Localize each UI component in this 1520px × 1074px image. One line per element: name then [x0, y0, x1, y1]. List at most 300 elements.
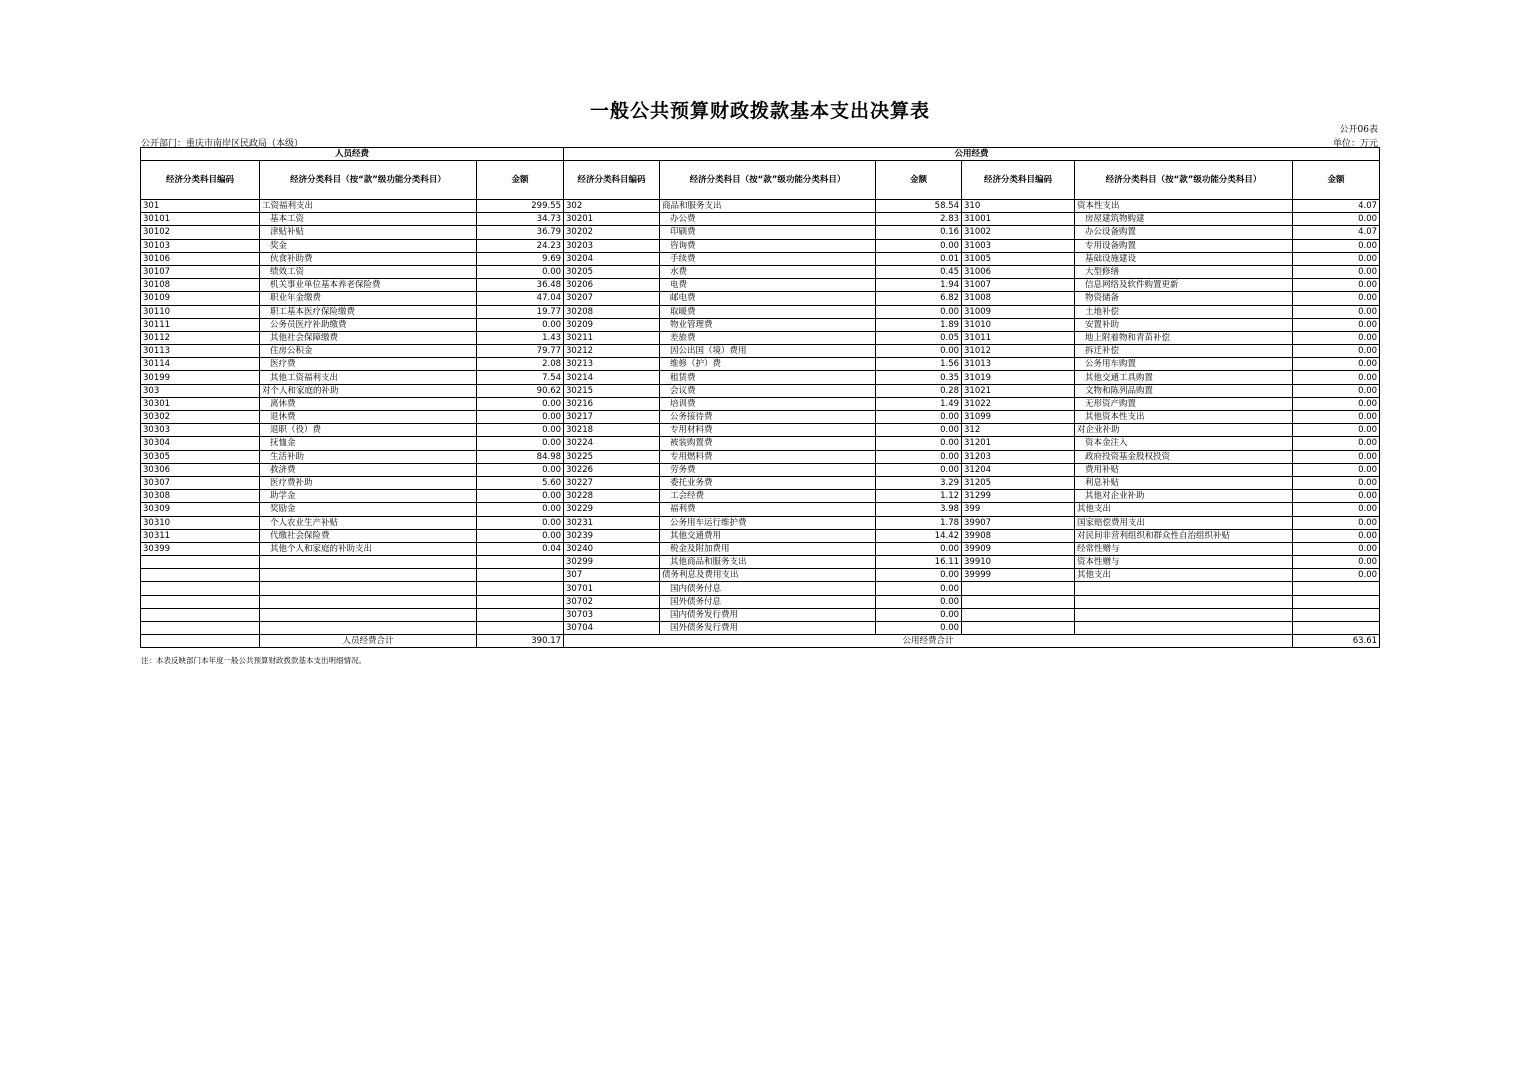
name-cell: 公务用车运行维护费 — [660, 516, 876, 529]
code-cell: 30201 — [564, 213, 660, 226]
amount-cell — [1293, 608, 1380, 621]
code-cell: 30103 — [141, 239, 260, 252]
name-cell: 退职（役）费 — [260, 424, 477, 437]
table-row — [141, 556, 1380, 569]
code-cell: 30202 — [564, 226, 660, 239]
table-row — [141, 213, 1380, 226]
code-cell: 31099 — [962, 411, 1075, 424]
code-cell: 30227 — [564, 476, 660, 489]
amount-cell: 0.00 — [1293, 265, 1380, 278]
code-cell: 31021 — [962, 384, 1075, 397]
column-header-row — [141, 161, 1380, 200]
amount-cell: 4.07 — [1293, 226, 1380, 239]
table-row — [141, 503, 1380, 516]
amount-cell: 34.73 — [477, 213, 564, 226]
empty-cell — [141, 635, 260, 648]
code-cell: 30213 — [564, 358, 660, 371]
code-cell: 30703 — [564, 608, 660, 621]
table-row — [141, 358, 1380, 371]
name-cell: 政府投资基金股权投资 — [1075, 450, 1293, 463]
amount-cell: 0.00 — [876, 411, 962, 424]
code-cell: 31204 — [962, 463, 1075, 476]
table-row — [141, 252, 1380, 265]
code-cell: 30302 — [141, 411, 260, 424]
code-cell: 30199 — [141, 371, 260, 384]
name-cell: 大型修缮 — [1075, 265, 1293, 278]
amount-cell: 0.00 — [876, 582, 962, 595]
code-cell: 30114 — [141, 358, 260, 371]
amount-cell: 0.00 — [876, 424, 962, 437]
code-cell: 30207 — [564, 292, 660, 305]
code-cell: 30208 — [564, 305, 660, 318]
code-cell: 310 — [962, 200, 1075, 213]
amount-cell: 0.00 — [1293, 371, 1380, 384]
name-cell: 因公出国（境）费用 — [660, 345, 876, 358]
name-cell: 租赁费 — [660, 371, 876, 384]
amount-cell: 36.79 — [477, 226, 564, 239]
code-cell: 30111 — [141, 318, 260, 331]
name-cell: 公务用车购置 — [1075, 358, 1293, 371]
code-cell: 31299 — [962, 490, 1075, 503]
name-cell: 专用设备购置 — [1075, 239, 1293, 252]
code-cell — [962, 582, 1075, 595]
name-cell: 职工基本医疗保险缴费 — [260, 305, 477, 318]
amount-cell: 0.00 — [1293, 384, 1380, 397]
table-row — [141, 318, 1380, 331]
name-cell: 房屋建筑物购建 — [1075, 213, 1293, 226]
amount-cell: 0.00 — [1293, 529, 1380, 542]
name-cell: 专用燃料费 — [660, 450, 876, 463]
name-cell: 国外债务发行费用 — [660, 622, 876, 635]
amount-cell: 0.00 — [477, 437, 564, 450]
table-row — [141, 622, 1380, 635]
code-cell — [141, 608, 260, 621]
table-row — [141, 463, 1380, 476]
name-cell: 退休费 — [260, 411, 477, 424]
code-cell: 30205 — [564, 265, 660, 278]
amount-cell: 0.00 — [1293, 450, 1380, 463]
name-cell: 物资储备 — [1075, 292, 1293, 305]
code-cell: 30209 — [564, 318, 660, 331]
amount-cell: 90.62 — [477, 384, 564, 397]
amount-cell: 1.78 — [876, 516, 962, 529]
code-cell: 307 — [564, 569, 660, 582]
code-cell: 31008 — [962, 292, 1075, 305]
amount-cell: 84.98 — [477, 450, 564, 463]
amount-cell — [477, 608, 564, 621]
group-personnel: 人员经费 — [141, 148, 564, 161]
amount-cell: 14.42 — [876, 529, 962, 542]
name-cell: 津贴补贴 — [260, 226, 477, 239]
name-cell: 其他交通工具购置 — [1075, 371, 1293, 384]
amount-cell: 0.00 — [876, 305, 962, 318]
amount-cell: 5.60 — [477, 476, 564, 489]
name-cell: 公务接待费 — [660, 411, 876, 424]
code-cell: 30107 — [141, 265, 260, 278]
code-cell: 31011 — [962, 331, 1075, 344]
table-note: 注：本表反映部门本年度一般公共预算财政拨款基本支出明细情况。 — [141, 656, 366, 665]
amount-cell: 0.00 — [1293, 252, 1380, 265]
code-cell: 30206 — [564, 279, 660, 292]
name-cell: 差旅费 — [660, 331, 876, 344]
code-cell: 31003 — [962, 239, 1075, 252]
code-cell: 312 — [962, 424, 1075, 437]
code-cell: 30108 — [141, 279, 260, 292]
amount-cell — [477, 569, 564, 582]
amount-cell: 0.00 — [876, 239, 962, 252]
code-cell — [141, 569, 260, 582]
name-cell: 基础设施建设 — [1075, 252, 1293, 265]
name-cell: 资本金注入 — [1075, 437, 1293, 450]
code-cell: 31019 — [962, 371, 1075, 384]
code-cell: 31022 — [962, 397, 1075, 410]
amount-cell: 0.00 — [876, 622, 962, 635]
code-cell: 39909 — [962, 542, 1075, 555]
amount-cell: 0.00 — [1293, 279, 1380, 292]
name-cell: 水费 — [660, 265, 876, 278]
code-cell: 30214 — [564, 371, 660, 384]
name-cell: 其他工资福利支出 — [260, 371, 477, 384]
amount-cell: 3.98 — [876, 503, 962, 516]
table-row — [141, 384, 1380, 397]
name-cell — [260, 569, 477, 582]
code-cell: 30102 — [141, 226, 260, 239]
code-cell: 31001 — [962, 213, 1075, 226]
name-cell: 文物和陈列品购置 — [1075, 384, 1293, 397]
amount-cell: 0.00 — [1293, 476, 1380, 489]
table-row — [141, 279, 1380, 292]
code-cell: 30215 — [564, 384, 660, 397]
code-cell: 30229 — [564, 503, 660, 516]
name-cell — [1075, 595, 1293, 608]
name-cell — [1075, 622, 1293, 635]
name-cell: 医疗费补助 — [260, 476, 477, 489]
code-cell: 303 — [141, 384, 260, 397]
amount-cell: 0.00 — [1293, 569, 1380, 582]
amount-cell: 0.00 — [1293, 305, 1380, 318]
amount-cell: 0.00 — [477, 397, 564, 410]
name-cell — [260, 608, 477, 621]
amount-cell: 2.08 — [477, 358, 564, 371]
code-cell: 31009 — [962, 305, 1075, 318]
code-cell: 30301 — [141, 397, 260, 410]
code-cell: 30704 — [564, 622, 660, 635]
code-cell: 301 — [141, 200, 260, 213]
amount-cell: 0.00 — [1293, 397, 1380, 410]
name-cell: 救济费 — [260, 463, 477, 476]
amount-cell: 58.54 — [876, 200, 962, 213]
table-row — [141, 516, 1380, 529]
name-cell: 商品和服务支出 — [660, 200, 876, 213]
amount-cell: 0.00 — [477, 529, 564, 542]
code-cell: 31205 — [962, 476, 1075, 489]
col-code: 经济分类科目编码 — [962, 161, 1075, 200]
amount-cell: 0.00 — [1293, 503, 1380, 516]
amount-cell: 0.00 — [477, 424, 564, 437]
amount-cell: 24.23 — [477, 239, 564, 252]
name-cell: 个人农业生产补贴 — [260, 516, 477, 529]
name-cell: 费用补贴 — [1075, 463, 1293, 476]
name-cell: 国内债务付息 — [660, 582, 876, 595]
name-cell: 物业管理费 — [660, 318, 876, 331]
amount-cell — [1293, 582, 1380, 595]
name-cell: 债务利息及费用支出 — [660, 569, 876, 582]
amount-cell: 0.00 — [876, 450, 962, 463]
amount-cell — [1293, 622, 1380, 635]
name-cell: 土地补偿 — [1075, 305, 1293, 318]
name-cell: 税金及附加费用 — [660, 542, 876, 555]
table-row — [141, 582, 1380, 595]
code-cell: 30299 — [564, 556, 660, 569]
amount-cell: 0.00 — [1293, 542, 1380, 555]
name-cell: 福利费 — [660, 503, 876, 516]
amount-cell: 0.04 — [477, 542, 564, 555]
name-cell: 其他支出 — [1075, 503, 1293, 516]
amount-cell: 0.00 — [1293, 213, 1380, 226]
amount-cell: 0.00 — [1293, 424, 1380, 437]
amount-cell: 6.82 — [876, 292, 962, 305]
code-cell: 30204 — [564, 252, 660, 265]
name-cell: 邮电费 — [660, 292, 876, 305]
col-amount: 金额 — [1293, 161, 1380, 200]
amount-cell: 7.54 — [477, 371, 564, 384]
code-cell: 31002 — [962, 226, 1075, 239]
code-cell: 30305 — [141, 450, 260, 463]
name-cell: 信息网络及软件购置更新 — [1075, 279, 1293, 292]
department-label: 公开部门：重庆市南岸区民政局（本级） — [141, 139, 304, 149]
public-total-value: 63.61 — [1293, 635, 1380, 648]
code-cell: 30217 — [564, 411, 660, 424]
amount-cell: 0.00 — [1293, 411, 1380, 424]
table-row — [141, 569, 1380, 582]
name-cell: 其他对企业补助 — [1075, 490, 1293, 503]
table-row — [141, 608, 1380, 621]
table-row — [141, 265, 1380, 278]
code-cell: 31201 — [962, 437, 1075, 450]
name-cell: 奖金 — [260, 239, 477, 252]
amount-cell: 299.55 — [477, 200, 564, 213]
amount-cell: 0.00 — [1293, 318, 1380, 331]
amount-cell: 0.00 — [1293, 345, 1380, 358]
code-cell: 30239 — [564, 529, 660, 542]
col-name: 经济分类科目（按“款”级功能分类科目） — [260, 161, 477, 200]
name-cell: 维修（护）费 — [660, 358, 876, 371]
table-row — [141, 331, 1380, 344]
amount-cell: 0.00 — [876, 463, 962, 476]
col-name: 经济分类科目（按“款”级功能分类科目） — [660, 161, 876, 200]
code-cell: 31006 — [962, 265, 1075, 278]
amount-cell: 0.00 — [876, 542, 962, 555]
amount-cell: 1.56 — [876, 358, 962, 371]
name-cell: 拆迁补偿 — [1075, 345, 1293, 358]
code-cell: 39999 — [962, 569, 1075, 582]
name-cell: 离休费 — [260, 397, 477, 410]
name-cell: 培训费 — [660, 397, 876, 410]
table-row — [141, 226, 1380, 239]
name-cell: 其他个人和家庭的补助支出 — [260, 542, 477, 555]
table-row — [141, 305, 1380, 318]
table-row — [141, 476, 1380, 489]
code-cell: 31010 — [962, 318, 1075, 331]
code-cell: 31203 — [962, 450, 1075, 463]
code-cell: 30101 — [141, 213, 260, 226]
amount-cell: 0.35 — [876, 371, 962, 384]
name-cell: 职业年金缴费 — [260, 292, 477, 305]
name-cell: 咨询费 — [660, 239, 876, 252]
name-cell: 取暖费 — [660, 305, 876, 318]
code-cell: 30240 — [564, 542, 660, 555]
table-row — [141, 490, 1380, 503]
amount-cell: 0.45 — [876, 265, 962, 278]
name-cell: 基本工资 — [260, 213, 477, 226]
code-cell: 30701 — [564, 582, 660, 595]
amount-cell: 0.00 — [876, 437, 962, 450]
amount-cell: 2.83 — [876, 213, 962, 226]
amount-cell: 0.00 — [477, 411, 564, 424]
amount-cell: 0.05 — [876, 331, 962, 344]
amount-cell: 0.00 — [1293, 490, 1380, 503]
name-cell — [260, 582, 477, 595]
amount-cell: 0.00 — [477, 265, 564, 278]
name-cell: 医疗费 — [260, 358, 477, 371]
name-cell: 对民间非营利组织和群众性自治组织补贴 — [1075, 529, 1293, 542]
code-cell: 30310 — [141, 516, 260, 529]
amount-cell: 9.69 — [477, 252, 564, 265]
table-row — [141, 595, 1380, 608]
name-cell: 对企业补助 — [1075, 424, 1293, 437]
code-cell: 30113 — [141, 345, 260, 358]
code-cell: 399 — [962, 503, 1075, 516]
code-cell: 30399 — [141, 542, 260, 555]
name-cell: 劳务费 — [660, 463, 876, 476]
code-cell — [962, 595, 1075, 608]
group-header-row — [141, 148, 1380, 161]
table-row — [141, 542, 1380, 555]
name-cell: 抚恤金 — [260, 437, 477, 450]
personnel-total-label: 人员经费合计 — [260, 635, 477, 648]
amount-cell — [477, 595, 564, 608]
amount-cell — [477, 556, 564, 569]
totals-row — [141, 635, 1380, 648]
amount-cell: 0.00 — [876, 595, 962, 608]
name-cell: 办公设备购置 — [1075, 226, 1293, 239]
code-cell: 30203 — [564, 239, 660, 252]
col-code: 经济分类科目编码 — [564, 161, 660, 200]
code-cell: 30308 — [141, 490, 260, 503]
name-cell: 机关事业单位基本养老保险费 — [260, 279, 477, 292]
form-number: 公开06表 — [1339, 125, 1378, 135]
name-cell — [1075, 608, 1293, 621]
name-cell — [260, 556, 477, 569]
amount-cell: 47.04 — [477, 292, 564, 305]
amount-cell: 0.00 — [1293, 358, 1380, 371]
code-cell: 31007 — [962, 279, 1075, 292]
code-cell: 30224 — [564, 437, 660, 450]
code-cell — [141, 595, 260, 608]
group-public: 公用经费 — [564, 148, 1380, 161]
name-cell: 助学金 — [260, 490, 477, 503]
page-title: 一般公共预算财政拨款基本支出决算表 — [589, 100, 930, 122]
col-amount: 金额 — [876, 161, 962, 200]
amount-cell: 1.12 — [876, 490, 962, 503]
amount-cell: 0.00 — [876, 569, 962, 582]
code-cell: 39910 — [962, 556, 1075, 569]
table-row — [141, 437, 1380, 450]
code-cell: 30110 — [141, 305, 260, 318]
amount-cell: 0.16 — [876, 226, 962, 239]
code-cell: 30306 — [141, 463, 260, 476]
amount-cell: 0.01 — [876, 252, 962, 265]
name-cell: 伙食补助费 — [260, 252, 477, 265]
name-cell: 利息补贴 — [1075, 476, 1293, 489]
code-cell: 30228 — [564, 490, 660, 503]
amount-cell: 0.00 — [1293, 292, 1380, 305]
code-cell: 30112 — [141, 331, 260, 344]
amount-cell: 0.00 — [1293, 463, 1380, 476]
name-cell: 国家赔偿费用支出 — [1075, 516, 1293, 529]
amount-cell — [1293, 595, 1380, 608]
code-cell — [141, 622, 260, 635]
amount-cell — [477, 582, 564, 595]
amount-cell: 0.00 — [1293, 331, 1380, 344]
code-cell: 30702 — [564, 595, 660, 608]
amount-cell: 0.00 — [477, 490, 564, 503]
table-row — [141, 239, 1380, 252]
public-total-label: 公用经费合计 — [564, 635, 1293, 648]
amount-cell: 1.89 — [876, 318, 962, 331]
amount-cell: 0.00 — [876, 608, 962, 621]
code-cell: 30226 — [564, 463, 660, 476]
name-cell: 办公费 — [660, 213, 876, 226]
name-cell: 公务员医疗补助缴费 — [260, 318, 477, 331]
amount-cell: 0.00 — [477, 503, 564, 516]
name-cell: 代缴社会保险费 — [260, 529, 477, 542]
name-cell: 电费 — [660, 279, 876, 292]
amount-cell: 1.94 — [876, 279, 962, 292]
amount-cell: 0.00 — [1293, 239, 1380, 252]
amount-cell: 0.00 — [477, 318, 564, 331]
amount-cell: 79.77 — [477, 345, 564, 358]
amount-cell: 3.29 — [876, 476, 962, 489]
name-cell: 地上附着物和青苗补偿 — [1075, 331, 1293, 344]
amount-cell: 1.43 — [477, 331, 564, 344]
name-cell: 对个人和家庭的补助 — [260, 384, 477, 397]
code-cell: 30303 — [141, 424, 260, 437]
amount-cell: 0.00 — [1293, 437, 1380, 450]
amount-cell: 0.28 — [876, 384, 962, 397]
code-cell: 39907 — [962, 516, 1075, 529]
code-cell: 31013 — [962, 358, 1075, 371]
personnel-total-value: 390.17 — [477, 635, 564, 648]
amount-cell: 4.07 — [1293, 200, 1380, 213]
unit-label: 单位：万元 — [1332, 139, 1378, 149]
code-cell: 30218 — [564, 424, 660, 437]
name-cell: 被装购置费 — [660, 437, 876, 450]
name-cell: 生活补助 — [260, 450, 477, 463]
code-cell: 30307 — [141, 476, 260, 489]
name-cell: 其他社会保障缴费 — [260, 331, 477, 344]
name-cell: 其他交通费用 — [660, 529, 876, 542]
code-cell — [141, 556, 260, 569]
name-cell: 奖励金 — [260, 503, 477, 516]
name-cell: 安置补助 — [1075, 318, 1293, 331]
code-cell — [962, 608, 1075, 621]
name-cell — [260, 595, 477, 608]
name-cell: 无形资产购置 — [1075, 397, 1293, 410]
code-cell — [141, 582, 260, 595]
code-cell — [962, 622, 1075, 635]
name-cell: 其他资本性支出 — [1075, 411, 1293, 424]
